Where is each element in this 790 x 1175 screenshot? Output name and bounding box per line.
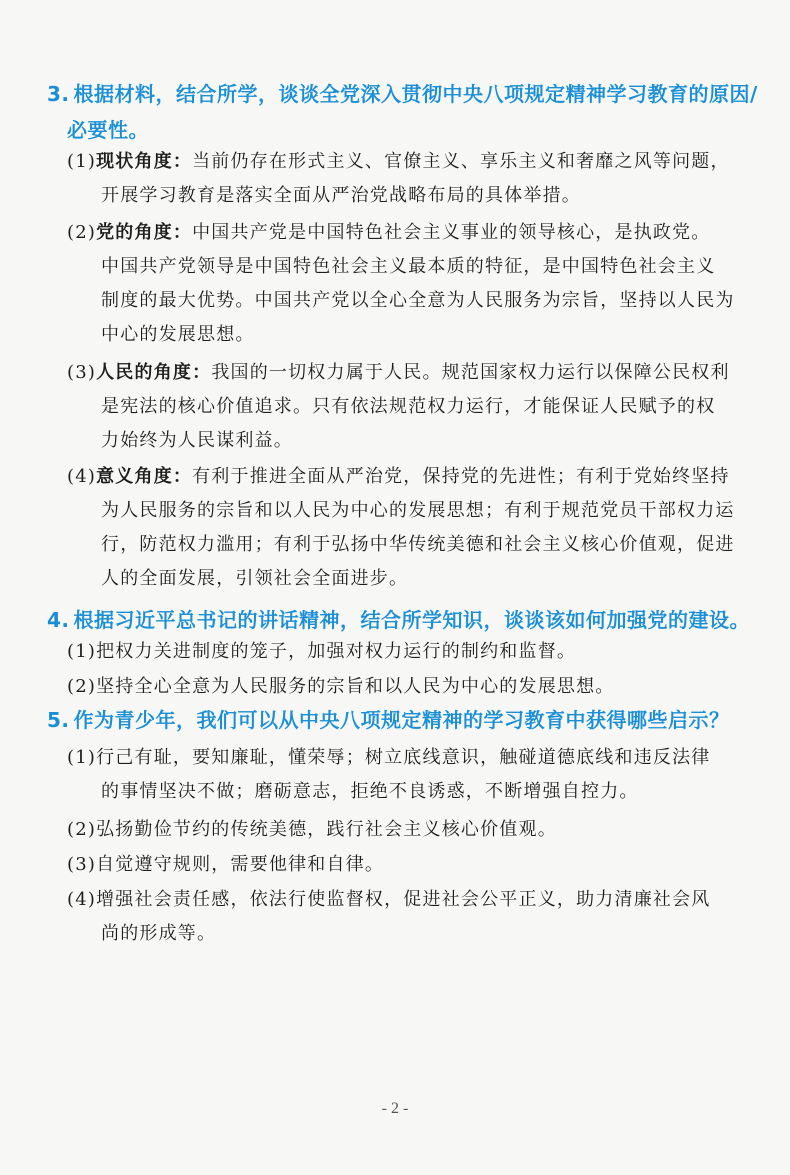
page-number: - 2 - xyxy=(381,1100,409,1117)
item-text-continued: 中国共产党领导是中国特色社会主义最本质的特征，是中国特色社会主义 xyxy=(101,256,716,277)
question-5-heading xyxy=(47,702,762,738)
item-number: (3) xyxy=(67,854,97,875)
item-number: (3) xyxy=(67,362,97,383)
question-text: 作为青少年，我们可以从中央八项规定精神的学习教育中获得哪些启示？ xyxy=(73,708,730,732)
item-label: 党的角度： xyxy=(96,222,193,243)
question-number: 5. xyxy=(47,708,70,732)
item-number: (1) xyxy=(67,151,97,172)
item-text: 我国的一切权力属于人民。规范国家权力运行以保障公民权利 xyxy=(211,362,730,383)
answer-item xyxy=(67,848,762,882)
item-text-continued: 行，防范权力滥用；有利于弘扬中华传统美德和社会主义核心价值观，促进 xyxy=(101,534,735,555)
item-text-continued: 为人民服务的宗旨和以人民为中心的发展思想；有利于规范党员干部权力运 xyxy=(101,500,735,521)
question-number: 4. xyxy=(47,608,70,632)
question-text: 根据材料，结合所学，谈谈全党深入贯彻中央八项规定精神学习教育的原因/ xyxy=(73,82,758,106)
item-text: 弘扬勤俭节约的传统美德，践行社会主义核心价值观。 xyxy=(96,819,557,840)
item-text-continued: 是宪法的核心价值追求。只有依法规范权力运行，才能保证人民赋予的权 xyxy=(101,396,716,417)
answer-item xyxy=(67,216,762,352)
item-text-continued: 制度的最大优势。中国共产党以全心全意为人民服务为宗旨，坚持以人民为 xyxy=(101,290,735,311)
answer-item xyxy=(67,670,762,704)
item-text: 增强社会责任感，依法行使监督权，促进社会公平正义，助力清廉社会风 xyxy=(96,889,711,910)
answer-item xyxy=(67,635,762,669)
item-number: (4) xyxy=(67,889,97,910)
question-4-heading xyxy=(47,602,762,638)
question-number: 3. xyxy=(47,82,70,106)
item-text: 坚持全心全意为人民服务的宗旨和以人民为中心的发展思想。 xyxy=(96,676,615,697)
item-text: 当前仍存在形式主义、官僚主义、享乐主义和奢靡之风等问题， xyxy=(192,151,730,172)
item-text-continued: 力始终为人民谋利益。 xyxy=(101,430,293,451)
item-text-continued: 中心的发展思想。 xyxy=(101,324,255,345)
item-number: (2) xyxy=(67,222,97,243)
item-number: (1) xyxy=(67,747,97,768)
item-text: 中国共产党是中国特色社会主义事业的领导核心，是执政党。 xyxy=(192,222,711,243)
item-text: 把权力关进制度的笼子，加强对权力运行的制约和监督。 xyxy=(96,641,577,662)
item-number: (4) xyxy=(67,466,97,487)
answer-item xyxy=(67,813,762,847)
item-text: 行己有耻，要知廉耻，懂荣辱；树立底线意识，触碰道德底线和违反法律 xyxy=(96,747,711,768)
item-text: 自觉遵守规则，需要他律和自律。 xyxy=(96,854,385,875)
question-3-heading xyxy=(47,76,762,148)
answer-item xyxy=(67,883,762,951)
item-number: (2) xyxy=(67,819,97,840)
question-text: 根据习近平总书记的讲话精神，结合所学知识，谈谈该如何加强党的建设。 xyxy=(73,608,751,632)
question-text-continued: 必要性。 xyxy=(67,118,149,142)
item-number: (1) xyxy=(67,641,97,662)
item-number: (2) xyxy=(67,676,97,697)
answer-item xyxy=(67,145,762,213)
item-label: 人民的角度： xyxy=(96,362,212,383)
item-text-continued: 人的全面发展，引领社会全面进步。 xyxy=(101,568,409,589)
item-label: 意义角度： xyxy=(96,466,193,487)
item-text: 有利于推进全面从严治党，保持党的先进性；有利于党始终坚持 xyxy=(192,466,730,487)
answer-item xyxy=(67,460,762,596)
item-text-continued: 开展学习教育是落实全面从严治党战略布局的具体举措。 xyxy=(101,185,581,206)
answer-item xyxy=(67,356,762,458)
item-label: 现状角度： xyxy=(96,151,193,172)
answer-item xyxy=(67,741,762,809)
item-text-continued: 尚的形成等。 xyxy=(101,923,217,944)
item-text-continued: 的事情坚决不做；磨砺意志，拒绝不良诱惑，不断增强自控力。 xyxy=(101,781,639,802)
